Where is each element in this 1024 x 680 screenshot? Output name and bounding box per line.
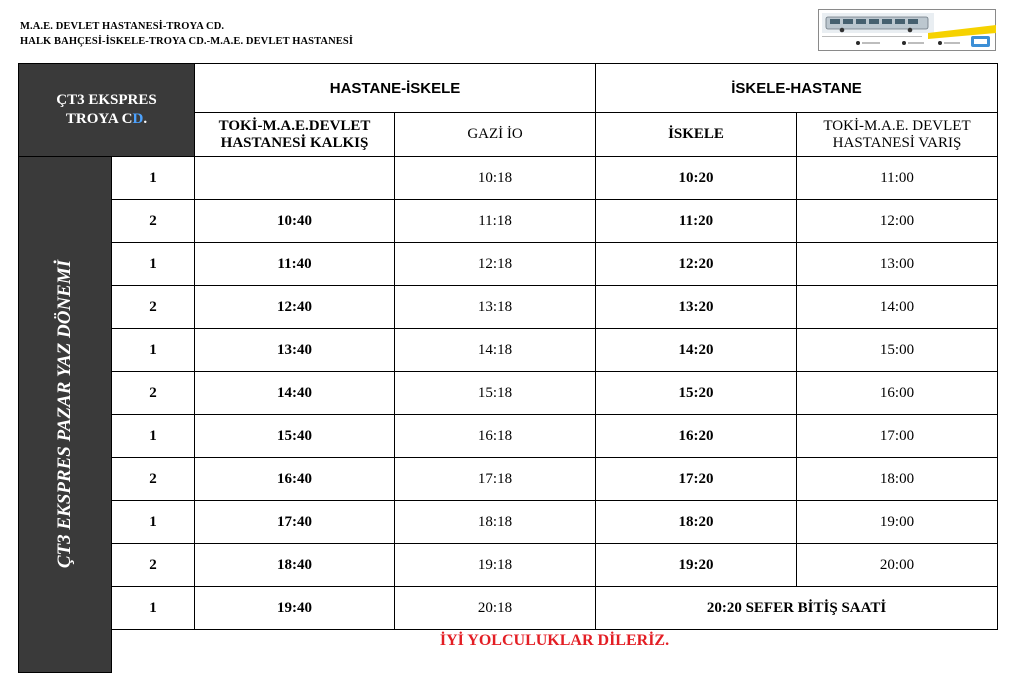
arrival-time: 16:00 xyxy=(797,372,998,415)
departure-time: 10:40 xyxy=(195,200,395,243)
arrival-time: 11:00 xyxy=(797,157,998,200)
arrival-time: 12:00 xyxy=(797,200,998,243)
last-trip-note: 20:20 SEFER BİTİŞ SAATİ xyxy=(596,587,998,630)
bus-number: 1 xyxy=(112,501,195,544)
arrival-time: 15:00 xyxy=(797,329,998,372)
iskele-time: 13:20 xyxy=(596,286,797,329)
table-row xyxy=(19,286,998,329)
group-header-iskele-hastane: İSKELE-HASTANE xyxy=(596,64,998,113)
table-row xyxy=(19,458,998,501)
bus-number: 2 xyxy=(112,544,195,587)
departure-time: 13:40 xyxy=(195,329,395,372)
gazi-io-time: 20:18 xyxy=(395,587,596,630)
gazi-io-time: 13:18 xyxy=(395,286,596,329)
departure-time: 12:40 xyxy=(195,286,395,329)
iskele-time: 18:20 xyxy=(596,501,797,544)
bus-number: 1 xyxy=(112,243,195,286)
departure-time: 16:40 xyxy=(195,458,395,501)
group-header-hastane-iskele: HASTANE-İSKELE xyxy=(195,64,596,113)
iskele-time: 17:20 xyxy=(596,458,797,501)
departure-time: 17:40 xyxy=(195,501,395,544)
departure-time: 19:40 xyxy=(195,587,395,630)
table-row xyxy=(19,157,998,200)
footer-message: İYİ YOLCULUKLAR DİLERİZ. xyxy=(439,632,670,649)
bus-number: 1 xyxy=(112,329,195,372)
iskele-time: 12:20 xyxy=(596,243,797,286)
gazi-io-time: 18:18 xyxy=(395,501,596,544)
table-row xyxy=(19,243,998,286)
table-row xyxy=(19,415,998,458)
bus-number: 2 xyxy=(112,372,195,415)
arrival-time: 13:00 xyxy=(797,243,998,286)
timetable xyxy=(18,63,998,673)
gazi-io-time: 12:18 xyxy=(395,243,596,286)
departure-time: 15:40 xyxy=(195,415,395,458)
bus-logo-icon xyxy=(818,9,996,51)
iskele-time: 16:20 xyxy=(596,415,797,458)
departure-time xyxy=(195,157,395,200)
header-line-2: HALK BAHÇESİ-İSKELE-TROYA CD.-M.A.E. DEVLET HASTANESİ xyxy=(20,36,354,47)
table-row xyxy=(19,544,998,587)
iskele-time: 14:20 xyxy=(596,329,797,372)
table-row xyxy=(19,372,998,415)
bus-number: 1 xyxy=(112,587,195,630)
route-name: ÇT3 EKSPRES xyxy=(56,92,157,108)
gazi-io-time: 15:18 xyxy=(395,372,596,415)
column-header-iskele: İSKELE xyxy=(596,113,797,157)
arrival-time: 14:00 xyxy=(797,286,998,329)
table-row xyxy=(19,200,998,243)
bus-number: 2 xyxy=(112,200,195,243)
gazi-io-time: 16:18 xyxy=(395,415,596,458)
iskele-time: 19:20 xyxy=(596,544,797,587)
bus-number: 2 xyxy=(112,458,195,501)
bus-number: 1 xyxy=(112,157,195,200)
route-destination: TROYA CD. xyxy=(65,111,148,127)
departure-time: 11:40 xyxy=(195,243,395,286)
side-period-label xyxy=(19,157,112,673)
arrival-time: 20:00 xyxy=(797,544,998,587)
header-line-1: M.A.E. DEVLET HASTANESİ-TROYA CD. xyxy=(20,21,225,32)
column-header-arrival: TOKİ-M.A.E. DEVLET HASTANESİ VARIŞ xyxy=(797,113,998,157)
gazi-io-time: 11:18 xyxy=(395,200,596,243)
gazi-io-time: 10:18 xyxy=(395,157,596,200)
bus-number: 1 xyxy=(112,415,195,458)
arrival-time: 17:00 xyxy=(797,415,998,458)
column-header-departure: TOKİ-M.A.E.DEVLET HASTANESİ KALKIŞ xyxy=(195,113,395,157)
arrival-time: 18:00 xyxy=(797,458,998,501)
column-header-gazi-io: GAZİ İO xyxy=(395,113,596,157)
side-label-text: ÇT3 EKSPRES PAZAR YAZ DÖNEMİ xyxy=(54,260,75,569)
arrival-time: 19:00 xyxy=(797,501,998,544)
iskele-time: 15:20 xyxy=(596,372,797,415)
table-row xyxy=(19,329,998,372)
gazi-io-time: 14:18 xyxy=(395,329,596,372)
bus-number: 2 xyxy=(112,286,195,329)
table-row xyxy=(19,501,998,544)
iskele-time: 10:20 xyxy=(596,157,797,200)
departure-time: 14:40 xyxy=(195,372,395,415)
departure-time: 18:40 xyxy=(195,544,395,587)
table-row xyxy=(19,587,998,630)
iskele-time: 11:20 xyxy=(596,200,797,243)
route-corner-label xyxy=(19,64,195,157)
gazi-io-time: 17:18 xyxy=(395,458,596,501)
gazi-io-time: 19:18 xyxy=(395,544,596,587)
